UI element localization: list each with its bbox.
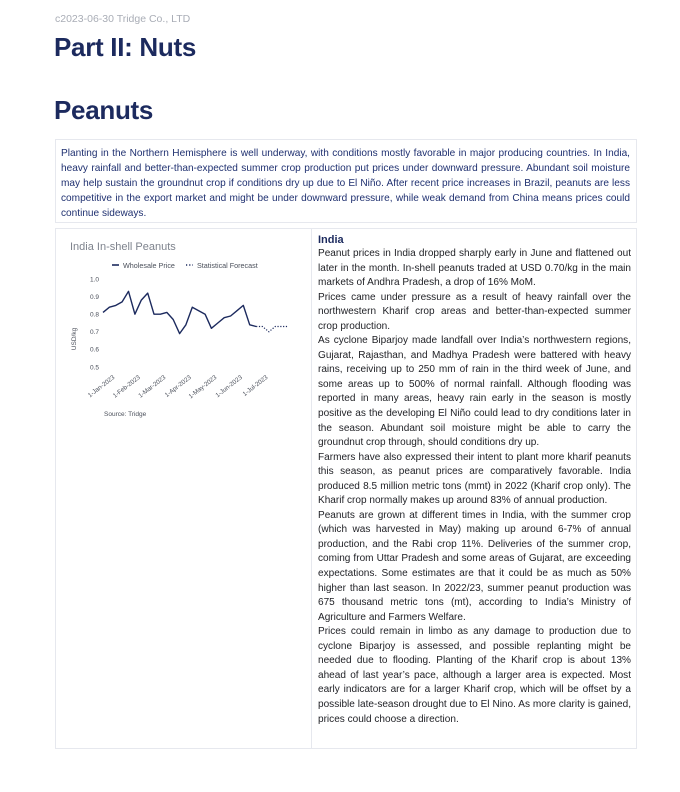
legend-label-wholesale: Wholesale Price [123, 261, 175, 270]
y-axis-label: USD/kg [71, 327, 78, 351]
india-paragraph: Prices came under pressure as a result of heavy rainfall over the northwestern Kharif crop areas and better-than-expected summer crop production. [318, 291, 631, 332]
chart-legend [112, 261, 258, 270]
chart-title: India In-shell Peanuts [70, 241, 176, 253]
india-column [318, 233, 631, 727]
y-tick-label: 0.8 [89, 311, 99, 319]
x-tick-label: 1-May-2023 [187, 374, 219, 401]
y-tick-label: 0.6 [89, 346, 99, 354]
india-paragraph: As cyclone Biparjoy made landfall over India’s northwestern regions, Gujarat, Rajasthan, and Madhya Pradesh were battered with heavy rains, receiving up to 250 mm of rain in the third week of June, and some areas up to 500% of normal rainfall. Although flooding was reported in many areas, heavy rain early in the season is mostly positive as the developing El Niño could lead to dry conditions later in the season. Abundant soil moisture might be able to carry the groundnut crop through, should conditions dry up. [318, 335, 631, 449]
india-paragraph: Peanut prices in India dropped sharply early in June and flattened out later in the month. In-shell peanuts traded at USD 0.70/kg in the main markets of Andhra Pradesh, a drop of 16% MoM. [318, 248, 631, 289]
intro-paragraph: Planting in the Northern Hemisphere is well underway, with conditions mostly favorable in major producing countries. In India, heavy rainfall and better-than-expected summer crop production put prices under downward pressure. Abundant soil moisture may help sustain the groundnut crop if conditions dry up due to El Niño. After recent price increases in Brazil, peanuts are less competitive in the export market and might be under downward pressure, while weak demand from China means prices could continue sideways. [55, 139, 637, 223]
y-tick-label: 0.7 [89, 329, 99, 337]
x-tick-label: 1-Feb-2023 [111, 374, 142, 400]
y-tick-label: 0.9 [89, 293, 99, 301]
x-tick-label: 1-Mar-2023 [137, 374, 168, 400]
legend-label-forecast: Statistical Forecast [197, 261, 258, 270]
part-title: Part II: Nuts [54, 32, 197, 62]
series-wholesale-price [103, 291, 256, 333]
section-title: Peanuts [54, 95, 154, 125]
chart-source: Source: Tridge [104, 411, 147, 418]
x-tick-label: 1-Jan-2023 [86, 374, 117, 400]
x-tick-label: 1-Jun-2023 [214, 374, 244, 400]
document-meta: c2023-06-30 Tridge Co., LTD [55, 13, 191, 25]
india-paragraph: Prices could remain in limbo as any damage to production due to cyclone Biparjoy is assessed, and possible replanting might be needed due to flooding. Planting of the Kharif crop is about 13% ahead of last year’s pace, although a larger area is expected. Most early indicators are for a larger Kharif crop, which will be offset by a possible late-season drought due to El Nino. As more clarity is gained, prices could choose a direction. [318, 626, 631, 725]
india-paragraph: Farmers have also expressed their intent to plant more kharif peanuts this season, as peanut prices are comparatively favorable. India produced 8.5 million metric tons (mmt) in 2022 (Kharif crop only). The Kharif crop normally makes up around 83% of annual production. [318, 451, 631, 507]
x-tick-label: 1-Apr-2023 [163, 374, 193, 399]
x-tick-label: 1-Jul-2023 [241, 374, 270, 398]
column-divider [311, 228, 312, 749]
india-paragraph: Peanuts are grown at different times in India, with the summer crop (which was harvested in May) making up around 6-7% of annual production, and the Rabi crop 11%. Deliveries of the summer crop, coming from Uttar Pradesh and some areas of Gujarat, are exceeding expectations. Some estimates are that it could be as much as 50% higher than last season. In 2022/23, summer peanut production was 675 thousand metric tons (mt), according to India’s Ministry of Agriculture and Farmers Welfare. [318, 509, 631, 623]
y-tick-label: 0.5 [89, 364, 99, 372]
y-tick-label: 1.0 [89, 276, 99, 284]
price-chart [56, 233, 310, 433]
india-heading: India [318, 234, 344, 246]
series-statistical-forecast [256, 327, 288, 332]
chart-panel [56, 233, 310, 433]
